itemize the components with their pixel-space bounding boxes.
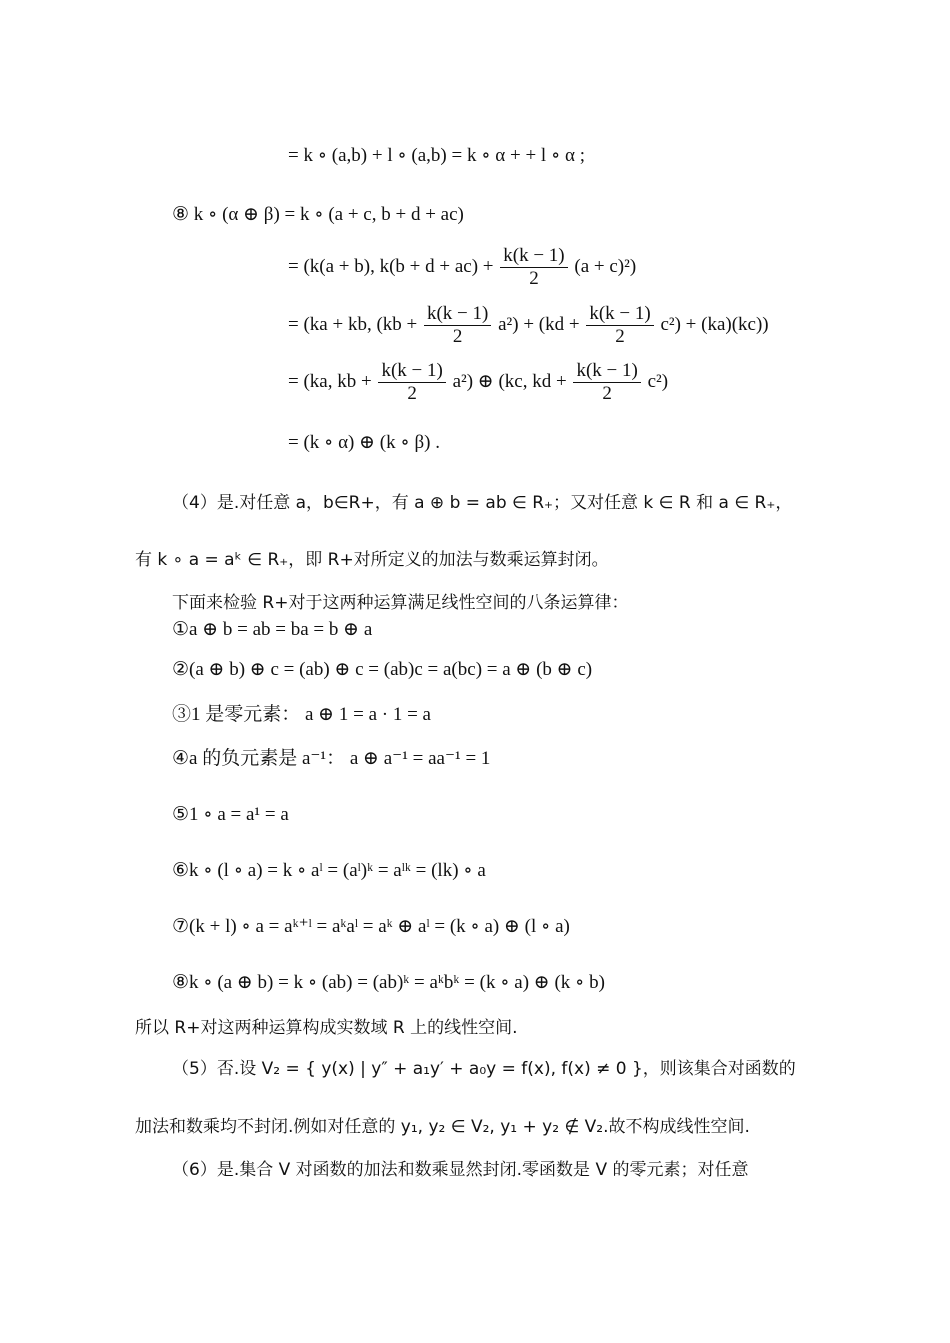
equation-line — [288, 360, 668, 405]
paragraph-5-line-1: （5）否.设 V₂ = { y(x) | y″ + a₁y′ + a₀y = f(x), f(x) ≠ 0 }，则该集合对函数的 — [172, 1059, 796, 1079]
fraction-numerator: k(k − 1) — [378, 360, 445, 383]
law-7: ⑦(k + l) ∘ a = aᵏ⁺ˡ = aᵏaˡ = aᵏ ⊕ aˡ = (k ∘ a) ⊕ (l ∘ a) — [172, 916, 570, 937]
paragraph-6-line-1: （6）是.集合 V 对函数的加法和数乘显然封闭.零函数是 V 的零元素；对任意 — [172, 1160, 749, 1180]
equation-line: = (k ∘ α) ⊕ (k ∘ β) . — [288, 432, 440, 453]
fraction-denominator: 2 — [615, 326, 625, 347]
equation-segment: c²) + (ka)(kc)) — [660, 313, 769, 335]
equation-line: = k ∘ (a,b) + l ∘ (a,b) = k ∘ α + + l ∘ α ; — [288, 145, 586, 166]
fraction — [500, 245, 567, 290]
fraction-denominator: 2 — [452, 326, 463, 347]
fraction-numerator: k(k − 1) — [586, 303, 653, 326]
conclusion-line: 所以 R+对这两种运算构成实数域 R 上的线性空间. — [135, 1018, 518, 1038]
equation-segment: = (ka, kb + — [288, 370, 372, 392]
fraction-numerator: k(k − 1) — [573, 360, 640, 383]
equation-segment: (a + c)²) — [574, 255, 637, 277]
paragraph-5-line-2: 加法和数乘均不封闭.例如对任意的 y₁, y₂ ∈ V₂, y₁ + y₂ ∉ V₂.故不构成线性空间. — [135, 1117, 750, 1137]
law-1: ①a ⊕ b = ab = ba = b ⊕ a — [172, 619, 373, 640]
paragraph-intro-laws: 下面来检验 R+对于这两种运算满足线性空间的八条运算律： — [172, 593, 629, 613]
equation-segment: c²) — [647, 370, 669, 392]
equation-segment: a²) ⊕ (kc, kd + — [452, 370, 567, 392]
fraction — [378, 360, 445, 405]
fraction-denominator: 2 — [602, 383, 612, 404]
fraction-numerator: k(k − 1) — [500, 245, 567, 268]
fraction-denominator: 2 — [529, 268, 539, 289]
equation-segment: = (k(a + b), k(b + d + ac) + — [288, 255, 494, 277]
law-3: ③1 是零元素： a ⊕ 1 = a · 1 = a — [172, 704, 431, 725]
law-4: ④a 的负元素是 a⁻¹： a ⊕ a⁻¹ = aa⁻¹ = 1 — [172, 748, 491, 769]
fraction — [573, 360, 640, 405]
equation-segment: a²) + (kd + — [498, 313, 580, 335]
fraction — [424, 303, 491, 348]
law-2: ②(a ⊕ b) ⊕ c = (ab) ⊕ c = (ab)c = a(bc) = a ⊕ (b ⊕ c) — [172, 659, 593, 680]
fraction-numerator: k(k − 1) — [424, 303, 491, 326]
equation-line-8: ⑧ k ∘ (α ⊕ β) = k ∘ (a + c, b + d + ac) — [172, 204, 464, 225]
law-8: ⑧k ∘ (a ⊕ b) = k ∘ (ab) = (ab)ᵏ = aᵏbᵏ = (k ∘ a) ⊕ (k ∘ b) — [172, 972, 605, 993]
equation-line — [288, 245, 636, 290]
equation-segment: = (ka + kb, (kb + — [288, 313, 418, 335]
law-6: ⑥k ∘ (l ∘ a) = k ∘ aˡ = (aˡ)ᵏ = aˡᵏ = (lk) ∘ a — [172, 860, 486, 881]
law-5: ⑤1 ∘ a = a¹ = a — [172, 804, 289, 825]
fraction — [586, 303, 653, 348]
equation-line — [288, 303, 769, 348]
paragraph-4-line-1: （4）是.对任意 a，b∈R+，有 a ⊕ b = ab ∈ R₊；又对任意 k ∈ R 和 a ∈ R₊， — [172, 493, 793, 513]
fraction-denominator: 2 — [407, 383, 417, 404]
paragraph-4-line-2: 有 k ∘ a = aᵏ ∈ R₊，即 R+对所定义的加法与数乘运算封闭。 — [135, 550, 609, 570]
